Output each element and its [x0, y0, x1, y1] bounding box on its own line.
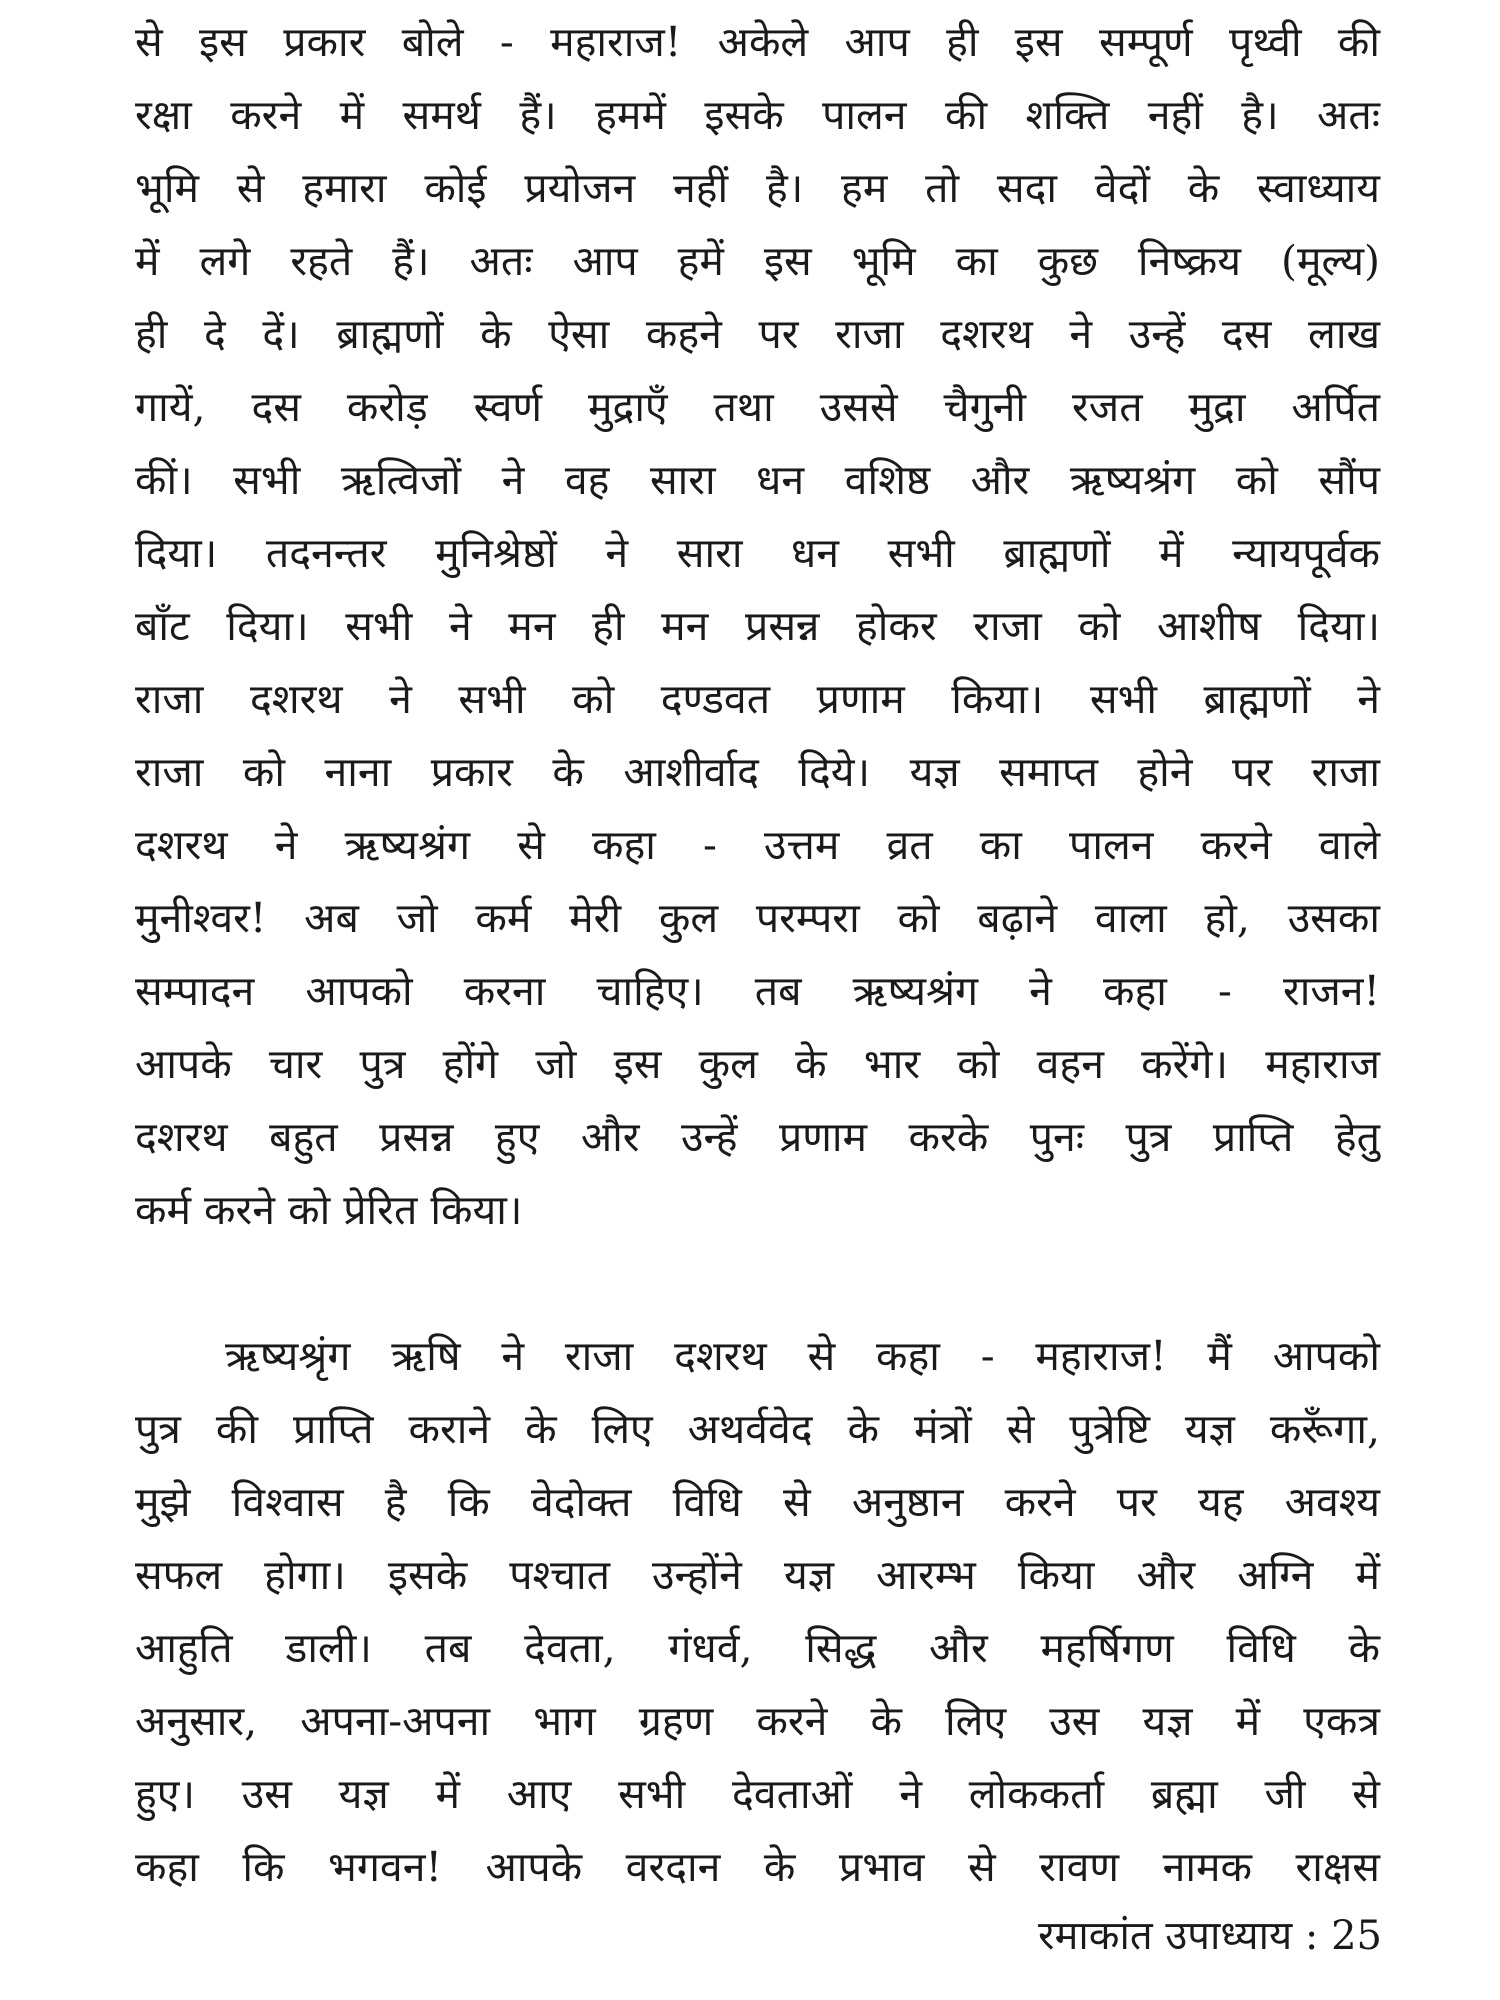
- text-line: से इस प्रकार बोले - महाराज! अकेले आप ही इस सम्पूर्ण पृथ्वी की: [135, 18, 1380, 66]
- text-line: ही दे दें। ब्राह्मणों के ऐसा कहने पर राजा दशरथ ने उन्हें दस लाख: [135, 310, 1380, 358]
- text-line: ऋष्यश्रृंग ऋषि ने राजा दशरथ से कहा - महाराज! मैं आपको: [225, 1332, 1380, 1380]
- text-line: सफल होगा। इसके पश्चात उन्होंने यज्ञ आरम्भ किया और अग्नि में: [135, 1551, 1380, 1599]
- text-line: आहुति डाली। तब देवता, गंधर्व, सिद्ध और महर्षिगण विधि के: [135, 1624, 1380, 1672]
- text-line: राजा को नाना प्रकार के आशीर्वाद दिये। यज्ञ समाप्त होने पर राजा: [135, 748, 1380, 796]
- text-line: आपके चार पुत्र होंगे जो इस कुल के भार को वहन करेंगे। महाराज: [135, 1040, 1380, 1088]
- text-line: मुनीश्वर! अब जो कर्म मेरी कुल परम्परा को बढ़ाने वाला हो, उसका: [135, 894, 1380, 942]
- text-line: दशरथ ने ऋष्यश्रंग से कहा - उत्तम व्रत का पालन करने वाले: [135, 821, 1380, 869]
- text-line: गायें, दस करोड़ स्वर्ण मुद्राएँ तथा उससे चैगुनी रजत मुद्रा अर्पित: [135, 383, 1380, 431]
- footer-separator: :: [1304, 1913, 1319, 1959]
- paragraph-2: [135, 1320, 1380, 1904]
- paragraph-1: [135, 6, 1380, 1247]
- text-line: दशरथ बहुत प्रसन्न हुए और उन्हें प्रणाम करके पुनः पुत्र प्राप्ति हेतु: [135, 1113, 1380, 1161]
- text-line: दिया। तदनन्तर मुनिश्रेष्ठों ने सारा धन सभी ब्राह्मणों में न्यायपूर्वक: [135, 529, 1380, 577]
- text-line: पुत्र की प्राप्ति कराने के लिए अथर्ववेद के मंत्रों से पुत्रेष्टि यज्ञ करूँगा,: [135, 1405, 1380, 1453]
- text-line: कर्म करने को प्रेरित किया।: [135, 1186, 523, 1234]
- text-line: हुए। उस यज्ञ में आए सभी देवताओं ने लोककर्ता ब्रह्मा जी से: [135, 1770, 1380, 1818]
- text-line: भूमि से हमारा कोई प्रयोजन नहीं है। हम तो सदा वेदों के स्वाध्याय: [135, 164, 1380, 212]
- author-name: रमाकांत उपाध्याय: [1038, 1913, 1293, 1959]
- page-number: 25: [1331, 1913, 1382, 1959]
- page-footer: [1038, 1906, 1382, 1966]
- text-line: बाँट दिया। सभी ने मन ही मन प्रसन्न होकर राजा को आशीष दिया।: [135, 602, 1380, 650]
- text-line: में लगे रहते हैं। अतः आप हमें इस भूमि का कुछ निष्क्रय (मूल्य): [135, 237, 1380, 285]
- text-line: कीं। सभी ऋत्विजों ने वह सारा धन वशिष्ठ और ऋष्यश्रंग को सौंप: [135, 456, 1380, 504]
- text-line: रक्षा करने में समर्थ हैं। हममें इसके पालन की शक्ति नहीं है। अतः: [135, 91, 1380, 139]
- text-line: अनुसार, अपना-अपना भाग ग्रहण करने के लिए उस यज्ञ में एकत्र: [135, 1697, 1380, 1745]
- text-line: सम्पादन आपको करना चाहिए। तब ऋष्यश्रंग ने कहा - राजन!: [135, 967, 1380, 1015]
- text-line: राजा दशरथ ने सभी को दण्डवत प्रणाम किया। सभी ब्राह्मणों ने: [135, 675, 1380, 723]
- text-line: कहा कि भगवन! आपके वरदान के प्रभाव से रावण नामक राक्षस: [135, 1843, 1380, 1891]
- text-line: मुझे विश्वास है कि वेदोक्त विधि से अनुष्ठान करने पर यह अवश्य: [135, 1478, 1380, 1526]
